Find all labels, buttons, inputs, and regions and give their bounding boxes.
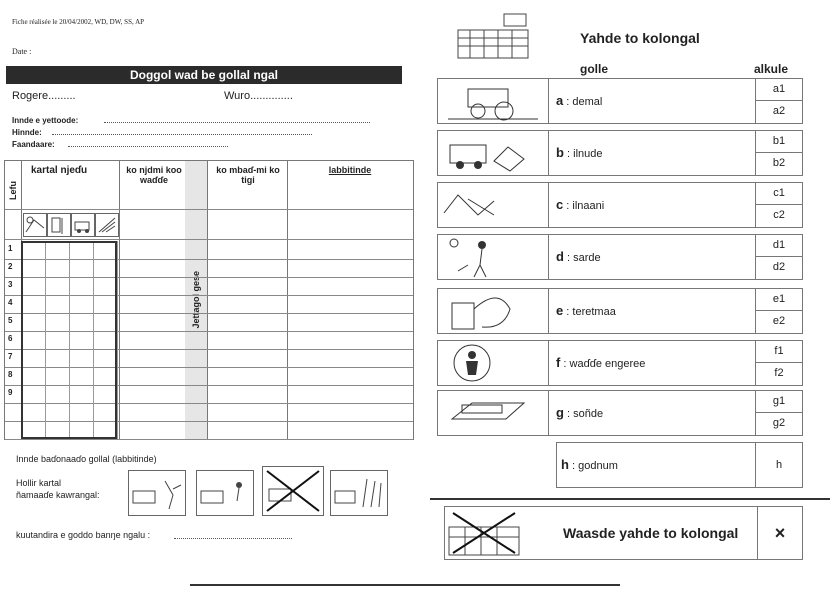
zigzag-icon <box>438 183 549 227</box>
harvest-icon[interactable] <box>330 470 388 516</box>
carry-icon[interactable] <box>196 470 254 516</box>
code-c2[interactable]: c2 <box>773 209 785 221</box>
kuutandira-label: kuutandira e goddo banŋe ngalu : <box>16 530 151 540</box>
sowing-person-icon <box>438 235 549 279</box>
faandaare-label: Faandaare: <box>12 140 55 149</box>
fiche-note: Fiche réalisée le 20/04/2002, WD, DW, SS, AP <box>12 18 145 26</box>
row-number: 7 <box>8 352 13 361</box>
code-a2[interactable]: a2 <box>772 105 786 117</box>
golle-header: golle <box>580 62 609 76</box>
row-number: 2 <box>8 262 13 271</box>
activity-row-c[interactable]: c : ilnaani c1 c2 <box>437 182 803 228</box>
code-d2[interactable]: d2 <box>772 261 786 273</box>
activity-row-b[interactable]: b : ilnude b1 b2 <box>437 130 803 176</box>
activity-row-a[interactable]: a : demal a1 a2 <box>437 78 803 124</box>
kartal-header: kartal njeɗu <box>31 165 88 176</box>
activity-row-h[interactable]: h : godnum h <box>556 442 803 488</box>
person-icon <box>47 213 71 237</box>
jettagol-header: Jettagol gese <box>191 271 201 329</box>
labbitinde-header: labbitinde <box>328 165 372 175</box>
row-number: 3 <box>8 280 13 289</box>
sprayer-icon <box>438 289 549 333</box>
namaade-label: ñamaaɗe kawrangal: <box>16 490 100 500</box>
sacks-icon <box>438 391 549 435</box>
hollir-label: Hollir kartal <box>16 478 62 488</box>
code-b2[interactable]: b2 <box>772 157 786 169</box>
code-b1[interactable]: b1 <box>756 131 802 153</box>
table-row <box>5 439 413 440</box>
footer-row[interactable] <box>444 506 803 560</box>
wuro-field[interactable]: Wuro.............. <box>224 90 293 102</box>
worker-circle-icon <box>438 341 549 385</box>
hinnde-label: Hinnde: <box>12 128 42 137</box>
field-icon <box>23 213 47 237</box>
faandaare-line[interactable] <box>68 146 228 147</box>
alkule-header: alkule <box>754 62 789 76</box>
activity-row-d[interactable]: d : sarde d1 d2 <box>437 234 803 280</box>
cell-divider <box>117 241 118 439</box>
date-label: Date : <box>12 47 32 56</box>
row-number: 9 <box>8 388 13 397</box>
row-number: 6 <box>8 334 13 343</box>
crossed-store-icon <box>445 507 523 559</box>
bottom-rule <box>190 584 620 586</box>
activity-row-e[interactable]: e : teretmaa e1 e2 <box>437 288 803 334</box>
records-table <box>4 160 414 440</box>
ko-mbad-header: ko mbaɗ-mi ko tigi <box>216 165 280 185</box>
code-c1[interactable]: c1 <box>756 183 802 205</box>
divider <box>430 498 830 500</box>
code-e1[interactable]: e1 <box>756 289 802 311</box>
code-h[interactable]: h <box>755 443 802 487</box>
ko-ndjmi-header: ko njdmi koo waɗɗe <box>126 165 182 185</box>
crossed-icon[interactable] <box>262 466 324 516</box>
crops-icon <box>95 213 119 237</box>
code-g2[interactable]: g2 <box>772 417 786 429</box>
lefu-header: Lefu <box>8 181 18 200</box>
row-number: 4 <box>8 298 13 307</box>
code-a1[interactable]: a1 <box>756 79 802 101</box>
innde-line[interactable] <box>104 122 370 123</box>
rogere-field[interactable]: Rogere......... <box>12 90 76 102</box>
truck-icon <box>71 213 95 237</box>
innde-badonaado: Innde baɗonaaɗo gollal (labbitinde) <box>16 454 157 464</box>
code-f1[interactable]: f1 <box>756 341 802 363</box>
hinnde-line[interactable] <box>52 134 312 135</box>
kuutandira-line[interactable] <box>174 538 292 539</box>
footer-text: Waasde yahde to kolongal <box>563 525 739 541</box>
kartal-grid[interactable] <box>21 241 117 439</box>
tractor-icon <box>438 79 549 123</box>
code-g1[interactable]: g1 <box>756 391 802 413</box>
code-f2[interactable]: f2 <box>774 367 784 379</box>
banner-title: Doggol wad be gollal ngal <box>6 66 402 84</box>
footer-mark[interactable]: × <box>757 507 802 559</box>
activity-row-g[interactable]: g : soñde g1 g2 <box>437 390 803 436</box>
activity-row-f[interactable]: f : waɗɗe engeree f1 f2 <box>437 340 803 386</box>
store-building-icon <box>456 12 530 60</box>
storage-icon[interactable] <box>128 470 186 516</box>
right-title: Yahde to kolongal <box>580 30 700 46</box>
code-e2[interactable]: e2 <box>772 315 786 327</box>
code-d1[interactable]: d1 <box>756 235 802 257</box>
row-number: 1 <box>8 244 13 253</box>
innde-label: Innde e yettoode: <box>12 116 79 125</box>
seeding-icon <box>438 131 549 175</box>
row-number: 5 <box>8 316 13 325</box>
row-number: 8 <box>8 370 13 379</box>
